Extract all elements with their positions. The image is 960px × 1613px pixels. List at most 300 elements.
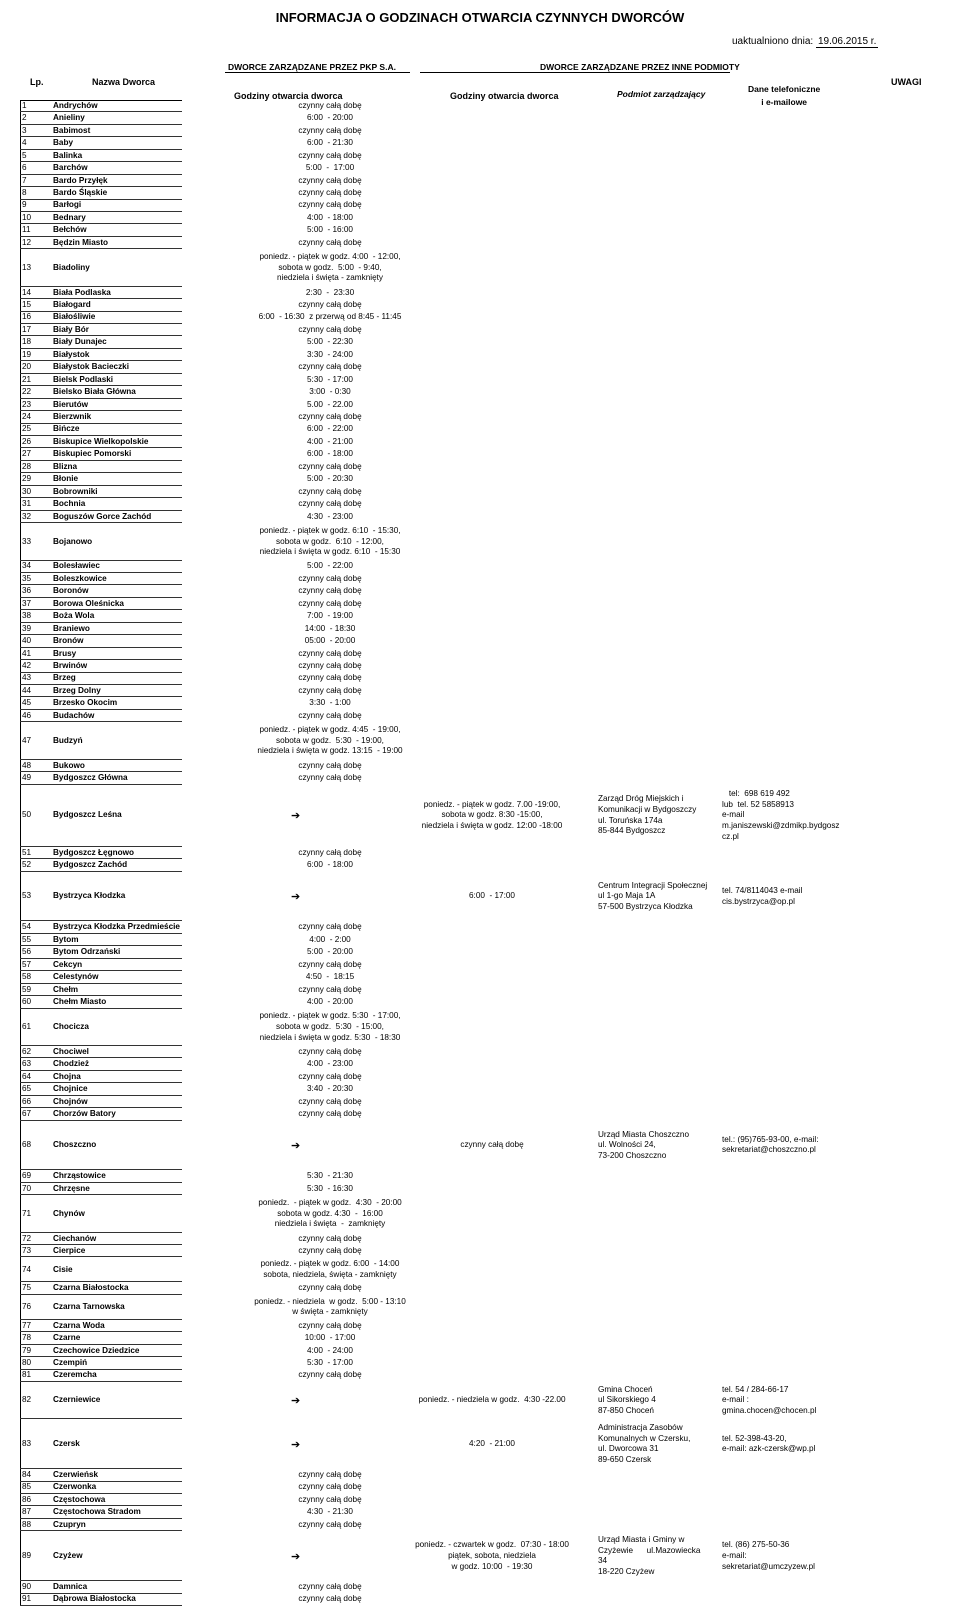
row-number: 59 [22, 984, 32, 994]
station-name: Biskupiec Pomorski [53, 449, 132, 459]
pkp-hours: czynny całą dobę [298, 1482, 362, 1492]
station-name: Budzyń [53, 735, 83, 745]
row-number: 17 [22, 324, 32, 334]
table-row [0, 448, 960, 460]
table-row [0, 1121, 960, 1171]
pkp-hours: czynny całą dobę [298, 648, 362, 658]
table-row [0, 1282, 960, 1294]
station-name: Braniewo [53, 623, 90, 633]
table-row [0, 1320, 960, 1332]
table-row [0, 299, 960, 311]
update-date: 19.06.2015 r. [817, 36, 877, 47]
station-name: Czupryn [53, 1519, 86, 1529]
pkp-hours: czynny całą dobę [298, 1469, 362, 1479]
contact-info: tel. 54 / 284-66-17 e-mail : gmina.chocen@chocen.pl [722, 1384, 817, 1415]
station-name: Ciechanów [53, 1233, 97, 1243]
table-row [0, 498, 960, 510]
table-row [0, 1009, 960, 1046]
managing-entity: Gmina Choceń ul Sikorskiego 4 87-850 Choceń [598, 1384, 656, 1415]
pkp-hours: czynny całą dobę [298, 1096, 362, 1106]
managing-entity: Urząd Miasta Choszczno ul. Wolności 24, 73-200 Choszczno [598, 1129, 690, 1160]
pkp-hours: czynny całą dobę [298, 1581, 362, 1591]
row-number: 64 [22, 1071, 32, 1081]
table-row [0, 1482, 960, 1494]
pkp-hours: 5:00 - 22:30 [307, 337, 353, 347]
managing-entity: Centrum Integracji Społecznej ul 1-go Maja 1A 57-500 Bystrzyca Kłodzka [598, 880, 708, 911]
row-number: 72 [22, 1233, 32, 1243]
station-name: Częstochowa Stradom [53, 1507, 141, 1517]
station-name: Czeremcha [53, 1370, 97, 1380]
row-number: 57 [22, 959, 32, 969]
row-number: 74 [22, 1264, 32, 1274]
station-name: Brusy [53, 648, 77, 658]
row-number: 49 [22, 772, 32, 782]
table-row [0, 1531, 960, 1581]
pkp-hours: 05:00 - 20:00 [304, 636, 356, 646]
station-name: Bednary [53, 212, 86, 222]
table-row [0, 1170, 960, 1182]
table-row [0, 722, 960, 759]
row-number: 51 [22, 847, 32, 857]
row-number: 25 [22, 424, 32, 434]
pkp-hours: czynny całą dobę [298, 660, 362, 670]
row-number: 70 [22, 1183, 32, 1193]
pkp-hours: 4:00 - 20:00 [307, 997, 353, 1007]
row-divider [20, 1605, 182, 1606]
row-number: 34 [22, 561, 32, 571]
table-row [0, 473, 960, 485]
arrow-right-icon: ➔ [291, 1438, 301, 1451]
row-number: 4 [22, 138, 27, 148]
station-name: Białystok [53, 349, 90, 359]
table-row [0, 1233, 960, 1245]
table-row [0, 1195, 960, 1232]
pkp-hours: czynny całą dobę [298, 100, 362, 110]
table-row [0, 162, 960, 174]
other-hours: 4:20 - 21:00 [469, 1438, 515, 1448]
column-header-contact-line2: i e-mailowe [761, 97, 808, 107]
pkp-hours: 14:00 - 18:30 [304, 623, 356, 633]
station-name: Chrząstowice [53, 1171, 106, 1181]
row-number: 77 [22, 1320, 32, 1330]
row-number: 18 [22, 337, 32, 347]
station-name: Blizna [53, 461, 78, 471]
station-name: Bierutów [53, 399, 89, 409]
pkp-hours: 6:00 - 18:00 [307, 449, 353, 459]
pkp-hours: 5:30 - 21:30 [307, 1171, 353, 1181]
row-number: 76 [22, 1301, 32, 1311]
row-number: 67 [22, 1109, 32, 1119]
station-name: Chojnów [53, 1096, 88, 1106]
pkp-hours: czynny całą dobę [298, 984, 362, 994]
pkp-hours: 4:00 - 18:00 [307, 212, 353, 222]
table-row [0, 946, 960, 958]
column-header-contact-line1: Dane telefoniczne [748, 84, 821, 94]
table-row [0, 187, 960, 199]
table-row [0, 971, 960, 983]
table-row [0, 237, 960, 249]
arrow-right-icon: ➔ [291, 810, 301, 823]
row-number: 68 [22, 1140, 32, 1150]
row-number: 38 [22, 611, 32, 621]
table-row [0, 1058, 960, 1070]
other-hours: poniedz. - czwartek w godz. 07:30 - 18:00 piątek, sobota, niedziela w godz. 10:00 - 19:30 [415, 1540, 569, 1571]
other-hours: czynny całą dobę [460, 1140, 524, 1150]
row-number: 65 [22, 1084, 32, 1094]
station-name: Baby [53, 138, 74, 148]
row-number: 55 [22, 934, 32, 944]
table-row [0, 1245, 960, 1257]
pkp-hours: czynny całą dobę [298, 1071, 362, 1081]
table-row [0, 760, 960, 772]
row-number: 5 [22, 150, 27, 160]
row-number: 47 [22, 735, 32, 745]
station-name: Czarna Tarnowska [53, 1301, 125, 1311]
row-number: 40 [22, 636, 32, 646]
station-name: Babimost [53, 125, 91, 135]
pkp-hours: 3:30 - 24:00 [307, 349, 353, 359]
table-row [0, 573, 960, 585]
table-row [0, 137, 960, 149]
table-row [0, 1494, 960, 1506]
group-header-pkp: DWORCE ZARZĄDZANE PRZEZ PKP S.A. [228, 62, 396, 72]
pkp-hours: 5:00 - 16:00 [307, 225, 353, 235]
table-row [0, 685, 960, 697]
station-name: Chynów [53, 1208, 85, 1218]
station-name: Dąbrowa Białostocka [53, 1594, 136, 1604]
station-name: Bytom [53, 934, 79, 944]
contact-info: tel. (86) 275-50-36 e-mail: sekretariat@umczyzew.pl [722, 1540, 815, 1571]
station-name: Barchów [53, 163, 88, 173]
row-number: 60 [22, 997, 32, 1007]
station-name: Białośliwie [53, 312, 96, 322]
station-name: Biadoliny [53, 262, 90, 272]
row-number: 50 [22, 810, 32, 820]
pkp-hours: czynny całą dobę [298, 1494, 362, 1504]
page-title: INFORMACJA O GODZINACH OTWARCIA CZYNNYCH DWORCÓW [275, 10, 685, 25]
row-number: 15 [22, 300, 32, 310]
station-name: Boguszów Gorce Zachód [53, 511, 152, 521]
table-row [0, 585, 960, 597]
table-row [0, 324, 960, 336]
row-number: 37 [22, 598, 32, 608]
row-number: 42 [22, 660, 32, 670]
row-number: 83 [22, 1438, 32, 1448]
row-number: 84 [22, 1469, 32, 1479]
pkp-hours: poniedz. - piątek w godz. 4:45 - 19:00, sobota w godz. 5:30 - 19:00, niedziela i święta w godz. 13:15 - 19:00 [257, 724, 403, 756]
pkp-hours: 5:00 - 20:00 [307, 947, 353, 957]
row-number: 80 [22, 1357, 32, 1367]
table-row [0, 1345, 960, 1357]
table-row [0, 175, 960, 187]
pkp-hours: 6:00 - 18:00 [307, 860, 353, 870]
table-row [0, 984, 960, 996]
row-number: 82 [22, 1395, 32, 1405]
row-number: 71 [22, 1208, 32, 1218]
table-row [0, 673, 960, 685]
station-name: Bystrzyca Kłodzka Przedmieście [53, 922, 180, 932]
row-number: 54 [22, 922, 32, 932]
table-row [0, 374, 960, 386]
pkp-hours: czynny całą dobę [298, 188, 362, 197]
arrow-right-icon: ➔ [291, 891, 301, 904]
table-row [0, 772, 960, 784]
pkp-hours: czynny całą dobę [298, 486, 362, 496]
station-name: Bińcze [53, 424, 80, 434]
pkp-hours: 3:40 - 20:30 [307, 1084, 353, 1094]
table-row [0, 660, 960, 672]
row-number: 27 [22, 449, 32, 459]
arrow-right-icon: ➔ [291, 1550, 301, 1563]
row-number: 85 [22, 1482, 32, 1492]
station-name: Czerwonka [53, 1482, 97, 1492]
row-number: 39 [22, 623, 32, 633]
table-row [0, 200, 960, 212]
station-name: Białystok Bacieczki [53, 362, 130, 372]
arrow-right-icon: ➔ [291, 1139, 301, 1152]
station-name: Chorzów Batory [53, 1109, 116, 1119]
managing-entity: Administracja Zasobów Komunalnych w Czersku, ul. Dworcowa 31 89-650 Czersk [598, 1422, 691, 1464]
station-name: Czechowice Dziedzice [53, 1345, 140, 1355]
pkp-hours: 5.00 - 22.00 [307, 399, 353, 409]
row-number: 45 [22, 698, 32, 708]
pkp-hours: czynny całą dobę [298, 200, 362, 210]
table-row [0, 1419, 960, 1469]
table-row [0, 249, 960, 286]
column-header-hours-pkp: Godziny otwarcia dworca [234, 91, 343, 101]
table-row [0, 411, 960, 423]
station-name: Boża Wola [53, 611, 95, 621]
row-number: 62 [22, 1046, 32, 1056]
table-row [0, 1357, 960, 1369]
table-row [0, 287, 960, 299]
table-row [0, 710, 960, 722]
station-name: Andrychów [53, 100, 98, 110]
pkp-hours: czynny całą dobę [298, 586, 362, 596]
table-row [0, 336, 960, 348]
row-number: 16 [22, 312, 32, 322]
table-row [0, 648, 960, 660]
pkp-hours: czynny całą dobę [298, 772, 362, 782]
pkp-hours: 7:00 - 19:00 [307, 611, 353, 621]
row-number: 91 [22, 1594, 32, 1604]
table-row [0, 100, 960, 112]
station-name: Biały Bór [53, 324, 89, 334]
station-name: Boleszkowice [53, 573, 107, 583]
pkp-hours: czynny całą dobę [298, 1046, 362, 1056]
row-number: 88 [22, 1519, 32, 1529]
table-row [0, 150, 960, 162]
pkp-hours: 10:00 - 17:00 [304, 1333, 356, 1343]
table-row [0, 436, 960, 448]
station-name: Bronów [53, 636, 84, 646]
other-hours: poniedz. - piątek w godz. 7.00 -19:00, sobota w godz. 8:30 -15:00, niedziela i święta w godz. 12:00 -18:00 [421, 799, 563, 830]
row-number: 26 [22, 436, 32, 446]
table-row [0, 623, 960, 635]
station-name: Chełm Miasto [53, 997, 107, 1007]
table-row [0, 1594, 960, 1606]
row-number: 19 [22, 349, 32, 359]
row-number: 41 [22, 648, 32, 658]
column-header-lp: Lp. [30, 77, 44, 87]
station-name: Biały Dunajec [53, 337, 107, 347]
row-number: 9 [22, 200, 27, 210]
row-number: 69 [22, 1171, 32, 1181]
pkp-hours: czynny całą dobę [298, 760, 362, 770]
row-number: 61 [22, 1021, 32, 1031]
station-name: Bydgoszcz Główna [53, 772, 128, 782]
pkp-hours: 5:00 - 17:00 [305, 163, 355, 173]
table-row [0, 1295, 960, 1320]
pkp-hours: czynny całą dobę [298, 300, 362, 310]
station-name: Będzin Miasto [53, 237, 109, 247]
pkp-hours: poniedz. - niedziela w godz. 5:00 - 13:10 w święta - zamknięty [254, 1296, 406, 1317]
station-name: Bolesławiec [53, 561, 100, 571]
row-number: 2 [22, 113, 27, 123]
pkp-hours: czynny całą dobę [298, 1370, 362, 1380]
station-name: Brwinów [53, 660, 88, 670]
table-row [0, 1519, 960, 1531]
row-number: 48 [22, 760, 32, 770]
row-number: 36 [22, 586, 32, 596]
station-name: Chodzież [53, 1059, 89, 1069]
pkp-hours: 4:30 - 23:00 [307, 511, 353, 521]
row-number: 6 [22, 163, 27, 173]
pkp-hours: 6:00 - 22:00 [307, 424, 353, 434]
table-row [0, 224, 960, 236]
table-row [0, 1332, 960, 1344]
table-row [0, 785, 960, 847]
other-hours: poniedz. - niedziela w godz. 4:30 -22.00 [418, 1395, 566, 1405]
table-top-border [20, 100, 182, 101]
pkp-hours: 3:30 - 1:00 [309, 698, 351, 708]
table-row [0, 125, 960, 137]
pkp-hours: 5:30 - 17:00 [307, 374, 353, 384]
pkp-hours: czynny całą dobę [298, 1245, 362, 1255]
station-name: Bełchów [53, 225, 87, 235]
pkp-hours: 4:00 - 2:00 [309, 934, 351, 944]
row-number: 12 [22, 237, 32, 247]
row-number: 52 [22, 860, 32, 870]
pkp-hours: 4:00 - 24:00 [307, 1345, 353, 1355]
station-name: Balinka [53, 150, 83, 160]
station-name: Brzeg [53, 673, 76, 683]
row-number: 81 [22, 1370, 32, 1380]
pkp-hours: czynny całą dobę [298, 150, 362, 160]
station-name: Czempiń [53, 1357, 88, 1367]
table-row [0, 461, 960, 473]
row-number: 20 [22, 362, 32, 372]
table-row [0, 349, 960, 361]
contact-info: tel: 698 619 492 lub tel. 52 5858913 e-mail m.janiszewski@zdmikp.bydgosz cz.pl [722, 789, 840, 841]
pkp-hours: czynny całą dobę [298, 1519, 362, 1529]
station-name: Bydgoszcz Zachód [53, 860, 128, 870]
table-row [0, 1096, 960, 1108]
station-name: Celestynów [53, 972, 99, 982]
station-name: Bojanowo [53, 536, 93, 546]
pkp-hours: czynny całą dobę [298, 847, 362, 857]
row-number: 75 [22, 1283, 32, 1293]
station-name: Bydgoszcz Leśna [53, 810, 122, 820]
table-row [0, 859, 960, 871]
station-name: Bardo Przyłęk [53, 175, 108, 185]
other-hours: 6:00 - 17:00 [469, 891, 515, 901]
group-header-other: DWORCE ZARZĄDZANE PRZEZ INNE PODMIOTY [540, 62, 740, 72]
table-row [0, 511, 960, 523]
row-number: 32 [22, 511, 32, 521]
pkp-hours: czynny całą dobę [298, 412, 362, 422]
managing-entity: Urząd Miasta i Gminy w Czyżewie ul.Mazowiecka 34 18-220 Czyżew [598, 1534, 701, 1576]
table-row [0, 1581, 960, 1593]
pkp-hours: czynny całą dobę [298, 362, 362, 372]
row-number: 66 [22, 1096, 32, 1106]
station-name: Czarne [53, 1333, 81, 1343]
station-name: Borowa Oleśnicka [53, 598, 124, 608]
table-row [0, 934, 960, 946]
pkp-hours: 4:00 - 21:00 [307, 436, 353, 446]
pkp-hours: czynny całą dobę [298, 1233, 362, 1243]
station-name: Brzeg Dolny [53, 685, 101, 695]
row-number: 43 [22, 673, 32, 683]
pkp-hours: 4:50 - 18:15 [305, 972, 355, 982]
table-row [0, 847, 960, 859]
station-name: Choszczno [53, 1140, 97, 1150]
station-name: Błonie [53, 474, 79, 484]
pkp-hours: czynny całą dobę [298, 461, 362, 471]
row-number: 29 [22, 474, 32, 484]
row-number: 73 [22, 1245, 32, 1255]
table-row [0, 1258, 960, 1283]
station-name: Barłogi [53, 200, 82, 210]
pkp-hours: 5:30 - 17:00 [307, 1357, 353, 1367]
pkp-hours: czynny całą dobę [298, 175, 362, 185]
station-name: Czyżew [53, 1550, 83, 1560]
table-row [0, 1071, 960, 1083]
pkp-hours: czynny całą dobę [298, 598, 362, 608]
row-number: 56 [22, 947, 32, 957]
station-name: Biała Podlaska [53, 287, 111, 297]
table-row [0, 424, 960, 436]
row-number: 78 [22, 1333, 32, 1343]
station-name: Chocicza [53, 1021, 89, 1031]
table-row [0, 386, 960, 398]
row-number: 86 [22, 1494, 32, 1504]
row-number: 89 [22, 1550, 32, 1560]
pkp-hours: czynny całą dobę [298, 710, 362, 720]
pkp-hours: 4:00 - 23:00 [307, 1059, 353, 1069]
station-name: Bardo Śląskie [53, 188, 108, 197]
table-row [0, 112, 960, 124]
station-name: Chrzęsne [53, 1183, 90, 1193]
table-row [0, 1370, 960, 1382]
station-name: Bytom Odrzański [53, 947, 121, 957]
station-name: Chełm [53, 984, 79, 994]
pkp-hours: 6:00 - 21:30 [307, 138, 353, 148]
pkp-hours: poniedz. - piątek w godz. 5:30 - 17:00, sobota w godz. 5:30 - 15:00, niedziela i święta w godz. 5:30 - 18:30 [259, 1011, 401, 1042]
row-number: 24 [22, 412, 32, 422]
station-name: Częstochowa [53, 1494, 106, 1504]
station-name: Chociwel [53, 1046, 89, 1056]
table-row [0, 1083, 960, 1095]
pkp-hours: 6:00 - 16:30 z przerwą od 8:45 - 11:45 [258, 312, 402, 322]
table-row [0, 486, 960, 498]
table-row [0, 1506, 960, 1518]
contact-info: tel.: (95)765-93-00, e-mail: sekretariat@choszczno.pl [722, 1134, 819, 1155]
contact-info: tel. 52-398-43-20, e-mail: azk-czersk@wp.pl [722, 1433, 816, 1454]
table-row [0, 921, 960, 933]
station-name: Biskupice Wielkopolskie [53, 436, 149, 446]
table-row [0, 635, 960, 647]
